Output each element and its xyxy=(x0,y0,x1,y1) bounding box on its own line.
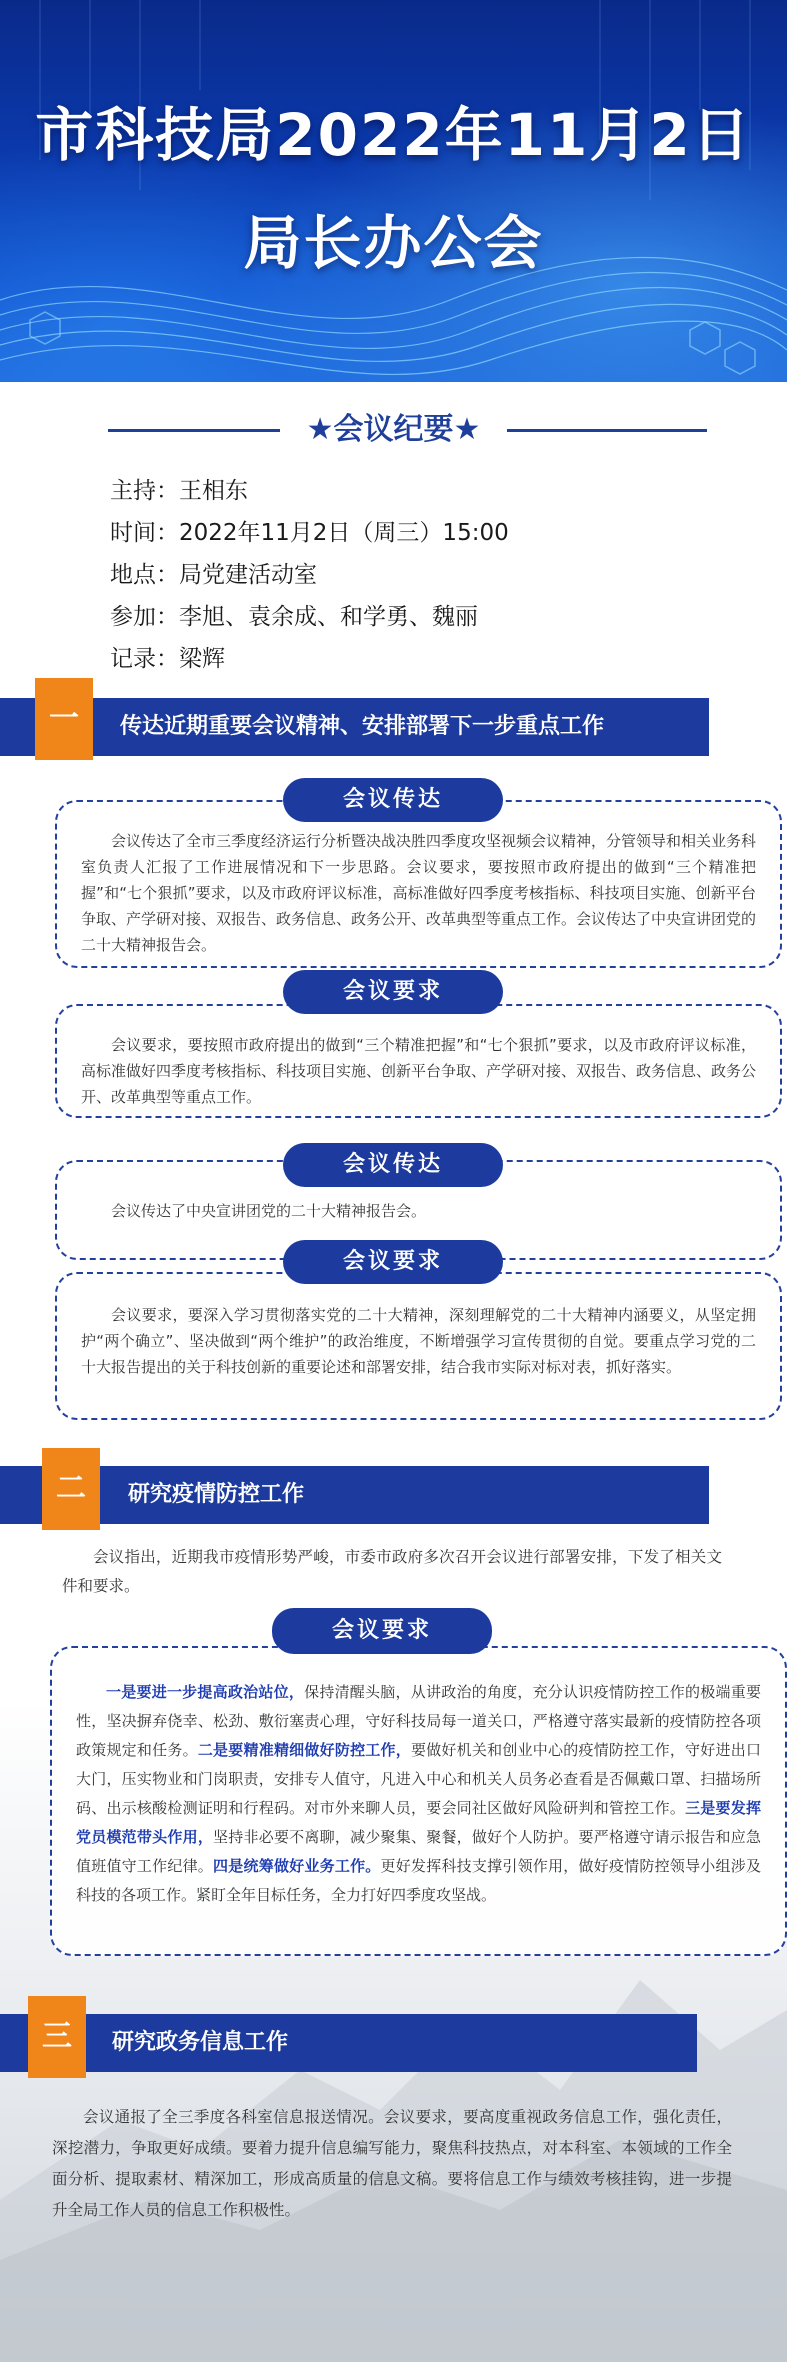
req4-text: 更好发挥科技支撑引领作用，做好疫情防控领导小组涉及科技的各项工作。紧盯全年目标任务，全力打好四季度攻坚战。 xyxy=(76,1857,761,1904)
summary-heading-text: ★会议纪要★ xyxy=(306,412,481,447)
summary-heading xyxy=(0,408,787,452)
location-row: 地点：局党建活动室 xyxy=(110,562,317,588)
section2-title: 研究疫情防控工作 xyxy=(128,1482,305,1507)
section2-header xyxy=(0,1466,709,1524)
section2-requirements-text xyxy=(76,1678,761,1910)
section2-requirements-label: 会议要求 xyxy=(272,1608,492,1654)
tech-wave-decoration xyxy=(0,0,787,382)
section3-number: 三 xyxy=(28,1996,86,2078)
req3-text: 坚持非必要不离聊，减少聚集、聚餐，做好个人防护。要严格遵守请示报告和应急值班值守工作纪律。 xyxy=(76,1828,761,1875)
section3-title: 研究政务信息工作 xyxy=(112,2030,289,2055)
section1-block2-box xyxy=(55,1004,782,1118)
section3-text: 会议通报了全三季度各科室信息报送情况。会议要求，要高度重视政务信息工作，强化责任，深挖潜力，争取更好成绩。要着力提升信息编写能力，聚焦科技热点，对本科室、本领域的工作全面分析、提取素材、精深加工，形成高质量的信息文稿。要将信息工作与绩效考核挂钩，进一步提升全局工作人员的信息工作积极性。 xyxy=(52,2108,732,2219)
host-row: 主持：王相东 xyxy=(110,478,248,504)
section1-block3-label: 会议传达 xyxy=(283,1143,503,1187)
time-row: 时间：2022年11月2日（周三）15:00 xyxy=(110,520,509,546)
divider-left xyxy=(108,429,280,432)
section1-block1-box xyxy=(55,800,782,968)
section2-intro: 会议指出，近期我市疫情形势严峻，市委市政府多次召开会议进行部署安排，下发了相关文件和要求。 xyxy=(62,1548,722,1595)
req4-highlight: 四是统筹做好业务工作。 xyxy=(213,1857,381,1875)
section3-header xyxy=(0,2014,697,2072)
section2-number: 二 xyxy=(42,1448,100,1530)
section1-block4-text: 会议要求，要深入学习贯彻落实党的二十大精神，深刻理解党的二十大精神内涵要义，从坚定拥护“两个确立”、坚决做到“两个维护”的政治维度，不断增强学习宣传贯彻的自觉。要重点学习党的二十大报告提出的关于科技创新的重要论述和部署安排，结合我市实际对标对表，抓好落实。 xyxy=(81,1306,756,1376)
header-banner xyxy=(0,0,787,382)
attendees-row: 参加：李旭、袁余成、和学勇、魏丽 xyxy=(110,604,478,630)
page-title-line2: 局长办公会 xyxy=(243,209,544,277)
divider-right xyxy=(507,429,707,432)
section1-block4-box xyxy=(55,1272,782,1420)
req3-highlight: 三是要发挥党员模范带头作用， xyxy=(76,1799,761,1846)
req1-text: 保持清醒头脑，从讲政治的角度，充分认识疫情防控工作的极端重要性，坚决摒弃侥幸、松劲、敷衍塞责心理，守好科技局每一道关口，严格遵守落实最新的疫情防控各项政策规定和任务。 xyxy=(76,1683,761,1759)
section1-block3-text: 会议传达了中央宣讲团党的二十大精神报告会。 xyxy=(111,1202,427,1220)
recorder-row: 记录：梁辉 xyxy=(110,646,225,672)
section1-block1-label: 会议传达 xyxy=(283,778,503,822)
meeting-info xyxy=(110,470,509,680)
section1-block1-text: 会议传达了全市三季度经济运行分析暨决战决胜四季度攻坚视频会议精神，分管领导和相关业务科室负责人汇报了工作进展情况和下一步思路。会议要求，要按照市政府提出的做到“三个精准把握”和“七个狠抓”要求，以及市政府评议标准，高标准做好四季度考核指标、科技项目实施、创新平台争取、产学研对接、双报告、政务信息、政务公开、改革典型等重点工作。会议传达了中央宣讲团党的二十大精神报告会。 xyxy=(81,832,757,954)
section1-block2-text: 会议要求，要按照市政府提出的做到“三个精准把握”和“七个狠抓”要求，以及市政府评议标准，高标准做好四季度考核指标、科技项目实施、创新平台争取、产学研对接、双报告、政务信息、政务公开、改革典型等重点工作。 xyxy=(81,1036,757,1106)
req2-highlight: 二是要精准精细做好防控工作， xyxy=(197,1741,411,1759)
req1-highlight: 一是要进一步提高政治站位， xyxy=(106,1683,305,1701)
page-title-line1: 市科技局2022年11月2日 xyxy=(35,101,752,169)
section1-block4-label: 会议要求 xyxy=(283,1240,503,1284)
req2-text: 要做好机关和创业中心的疫情防控工作，守好进出口大门，压实物业和门岗职责，安排专人值守，凡进入中心和机关人员务必查看是否佩戴口罩、扫描场所码、出示核酸检测证明和行程码。对市外来聊人员，要会同社区做好风险研判和管控工作。 xyxy=(76,1741,761,1817)
section1-block2-label: 会议要求 xyxy=(283,970,503,1014)
section1-title: 传达近期重要会议精神、安排部署下一步重点工作 xyxy=(120,714,605,739)
section1-number: 一 xyxy=(35,678,93,760)
